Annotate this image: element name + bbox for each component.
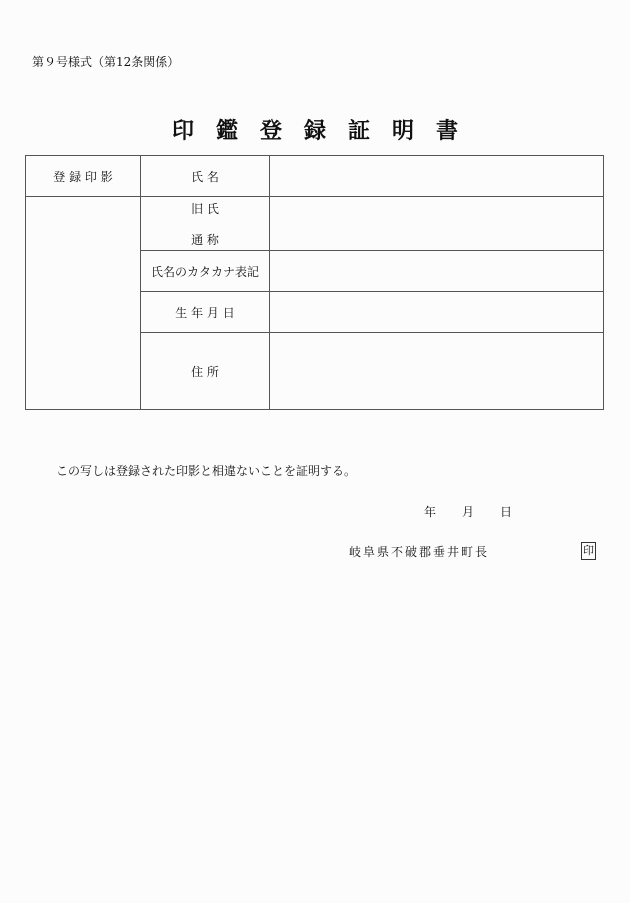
maiden-alias-value-cell [270, 197, 604, 251]
katakana-value-cell [270, 251, 604, 292]
date-line [424, 503, 538, 520]
certificate-table [25, 155, 604, 410]
title-char: 鑑 [215, 118, 238, 144]
title-char: 登 [259, 118, 282, 144]
name-label: 氏 名 [141, 156, 270, 197]
katakana-label: 氏名のカタカナ表記 [141, 251, 270, 292]
maiden-alias-label-cell [141, 197, 270, 251]
title-char: 録 [303, 118, 326, 144]
title-char: 印 [171, 118, 194, 144]
name-value-cell [270, 156, 604, 197]
certification-statement: この写しは登録された印影と相違ないことを証明する。 [56, 464, 357, 478]
date-year: 年 [424, 505, 437, 519]
title-char: 書 [436, 118, 459, 144]
title-char: 証 [348, 118, 371, 144]
maiden-name-label: 旧 氏 [191, 201, 219, 216]
seal-impression-area [26, 197, 141, 410]
form-number: 第９号様式（第12条関係） [32, 55, 180, 69]
official-seal-mark: 印 [581, 542, 596, 560]
date-day: 日 [500, 505, 513, 519]
document-title [0, 114, 630, 145]
birthdate-label: 生 年 月 日 [141, 292, 270, 333]
title-char: 明 [392, 118, 415, 144]
alias-label: 通 称 [191, 232, 219, 247]
address-value-cell [270, 333, 604, 410]
address-label: 住 所 [141, 333, 270, 410]
seal-impression-label: 登 録 印 影 [26, 156, 141, 197]
issuer-name: 岐阜県不破郡垂井町長 [349, 545, 490, 559]
birthdate-value-cell [270, 292, 604, 333]
date-month: 月 [462, 505, 475, 519]
